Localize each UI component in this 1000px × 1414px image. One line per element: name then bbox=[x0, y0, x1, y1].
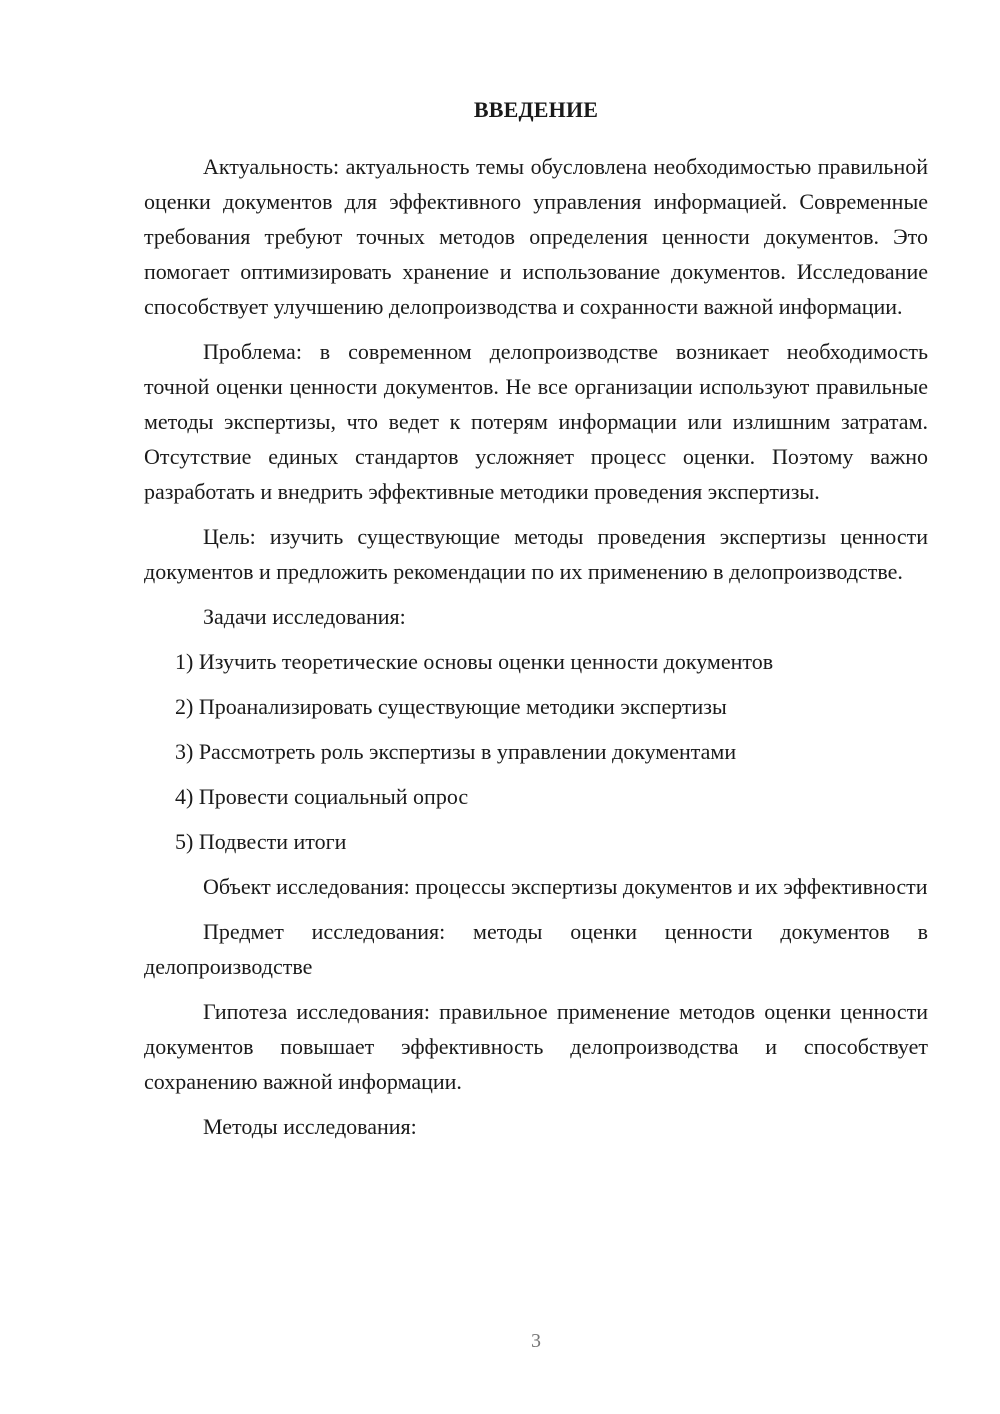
task-list bbox=[144, 644, 928, 859]
task-item-4: 4) Провести социальный опрос bbox=[175, 784, 469, 809]
paragraph-object: Объект исследования: процессы экспертизы документов и их эффективности bbox=[203, 874, 928, 899]
paragraph-subject: Предмет исследования: методы оценки ценности документов в делопроизводстве bbox=[144, 919, 928, 979]
document-page bbox=[144, 92, 928, 1154]
task-item-2: 2) Проанализировать существующие методики экспертизы bbox=[175, 694, 727, 719]
task-item-5: 5) Подвести итоги bbox=[175, 829, 347, 854]
methods-heading: Методы исследования: bbox=[203, 1114, 417, 1139]
task-item-1: 1) Изучить теоретические основы оценки ценности документов bbox=[175, 649, 774, 674]
page-number: 3 bbox=[531, 1330, 541, 1352]
paragraph-relevance: Актуальность: актуальность темы обусловлена необходимостью правильной оценки документов для эффективного управления информацией. Современные требования требуют точных методов определения ценности документов. Это помогает оптимизировать хранение и использование документов. Исследование способствует улучшению делопроизводства и сохранности важной информации. bbox=[144, 154, 928, 319]
section-title: ВВЕДЕНИЕ bbox=[473, 97, 599, 122]
paragraph-goal: Цель: изучить существующие методы проведения экспертизы ценности документов и предложить рекомендации по их применению в делопроизводстве. bbox=[144, 524, 928, 584]
task-item-3: 3) Рассмотреть роль экспертизы в управлении документами bbox=[175, 739, 737, 764]
paragraph-hypothesis: Гипотеза исследования: правильное применение методов оценки ценности документов повышает эффективность делопроизводства и способствует сохранению важной информации. bbox=[144, 999, 928, 1094]
tasks-heading: Задачи исследования: bbox=[203, 604, 406, 629]
paragraph-problem: Проблема: в современном делопроизводстве возникает необходимость точной оценки ценности документов. Не все организации используют правильные методы экспертизы, что ведет к потерям информации или излишним затратам. Отсутствие единых стандартов усложняет процесс оценки. Поэтому важно разработать и внедрить эффективные методики проведения экспертизы. bbox=[144, 339, 928, 504]
